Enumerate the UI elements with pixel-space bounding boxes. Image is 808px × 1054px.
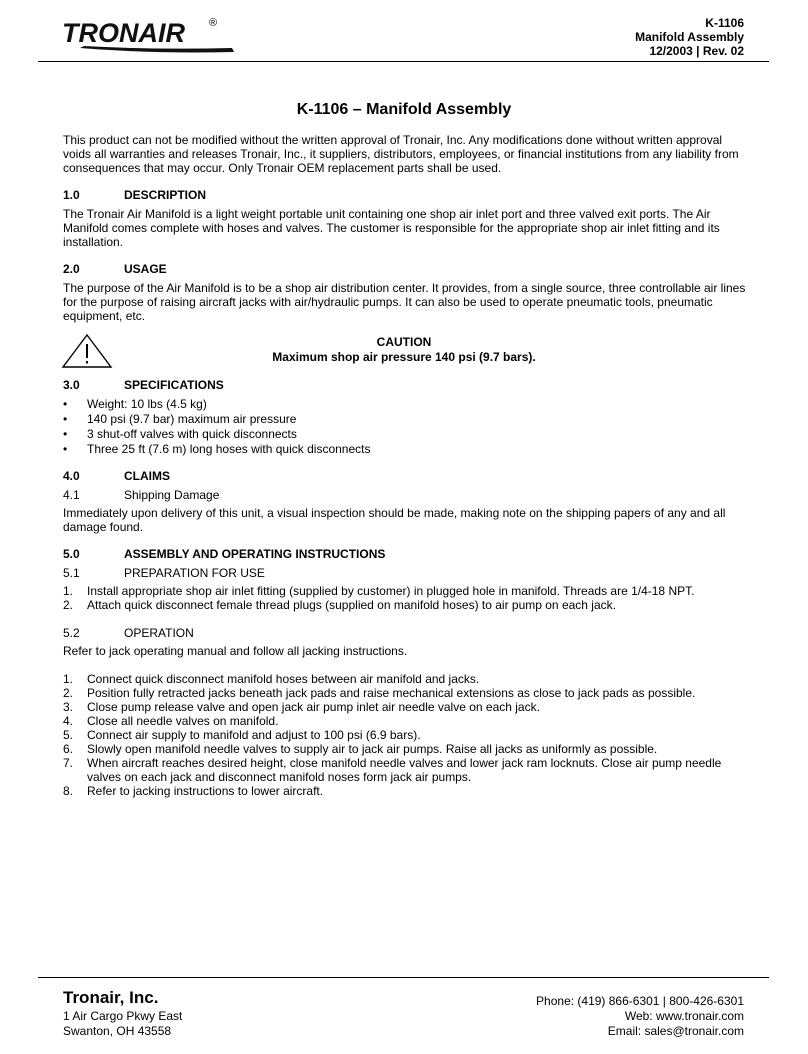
section-title: ASSEMBLY AND OPERATING INSTRUCTIONS	[124, 547, 386, 561]
list-item: 1. Connect quick disconnect manifold hoses between air manifold and jacks.	[63, 672, 480, 686]
section-title: SPECIFICATIONS	[124, 378, 224, 392]
list-item: • 140 psi (9.7 bar) maximum air pressure	[63, 412, 297, 426]
section-number: 5.0	[63, 547, 80, 561]
list-item: 5. Connect air supply to manifold and adjust to 100 psi (6.9 bars).	[63, 728, 421, 742]
bullet-icon: •	[63, 427, 68, 441]
section-number: 1.0	[63, 188, 80, 202]
preparation-steps	[63, 584, 747, 612]
intro-paragraph: This product can not be modified without the written approval of Tronair, Inc. Any modifications done without written approval voids all warranties and releases Tronair, Inc., it suppliers, distributors, employees, or financial institutions from any liability from consequences that may occur. Only Tronair OEM replacement parts shall be used.	[63, 133, 739, 175]
footer-web-link[interactable]: Web: www.tronair.com	[624, 1009, 744, 1023]
list-item: 1. Install appropriate shop air inlet fitting (supplied by customer) in plugged hole in manifold. Threads are 1/4-18 NPT.	[63, 584, 695, 598]
caution-title: CAUTION	[376, 335, 432, 349]
section-usage-heading	[63, 262, 167, 276]
section-title: USAGE	[124, 262, 167, 276]
list-item: • Weight: 10 lbs (4.5 kg)	[63, 397, 207, 411]
footer-address-line1: 1 Air Cargo Pkwy East	[63, 1009, 183, 1023]
doc-revision: 12/2003 | Rev. 02	[649, 44, 744, 58]
specifications-list	[63, 397, 747, 457]
list-item: • Three 25 ft (7.6 m) long hoses with quick disconnects	[63, 442, 371, 456]
footer-phone: Phone: (419) 866-6301 | 800-426-6301	[536, 994, 744, 1008]
section-assembly-heading	[63, 547, 385, 561]
list-item: 2. Position fully retracted jacks beneath jack pads and raise mechanical extensions as close to jack pads as possible.	[63, 686, 696, 700]
logo-wordmark: TRONAIR	[62, 18, 185, 48]
caution-block	[0, 335, 808, 365]
footer-rule	[38, 977, 769, 978]
operation-subheading: 5.2 OPERATION	[63, 626, 194, 640]
list-item: 2. Attach quick disconnect female thread plugs (supplied on manifold hoses) to air pump on each jack.	[63, 598, 616, 612]
section-number: 4.0	[63, 469, 80, 483]
operation-steps	[63, 672, 747, 798]
list-item: 7. When aircraft reaches desired height, close manifold needle valves and lower jack ram locknuts. Close air pump needle valves on each jack and disconnect manifold noses form jack air pumps.	[63, 756, 722, 784]
description-paragraph: The Tronair Air Manifold is a light weight portable unit containing one shop air inlet port and three valved exit ports. The Air Manifold comes complete with hoses and valves. The customer is responsible for the appropriate shop air inlet fitting and its installation.	[63, 207, 720, 249]
bullet-icon: •	[63, 397, 68, 411]
list-item: 3. Close pump release valve and open jack air pump inlet air needle valve on each jack.	[63, 700, 540, 714]
header-rule	[38, 61, 769, 62]
section-specifications-heading	[63, 378, 224, 392]
claims-subheading: 4.1 Shipping Damage	[63, 488, 220, 502]
doc-title: Manifold Assembly	[635, 30, 744, 44]
section-claims-heading	[63, 469, 170, 483]
section-number: 3.0	[63, 378, 80, 392]
caution-text: Maximum shop air pressure 140 psi (9.7 bars).	[272, 350, 536, 364]
list-item: 8. Refer to jacking instructions to lower aircraft.	[63, 784, 324, 798]
bullet-icon: •	[63, 412, 68, 426]
list-item: • 3 shut-off valves with quick disconnects	[63, 427, 297, 441]
footer-address-line2: Swanton, OH 43558	[63, 1024, 172, 1038]
section-description-heading	[63, 188, 206, 202]
footer-email-link[interactable]: Email: sales@tronair.com	[607, 1024, 744, 1038]
bullet-icon: •	[63, 442, 68, 456]
operation-intro: Refer to jack operating manual and follow all jacking instructions.	[63, 644, 408, 658]
section-number: 2.0	[63, 262, 80, 276]
document-header-info	[635, 16, 744, 58]
section-title: DESCRIPTION	[124, 188, 207, 202]
logo-registered-mark: ®	[209, 17, 218, 29]
footer-company-name: Tronair, Inc.	[63, 988, 159, 1007]
list-item: 4. Close all needle valves on manifold.	[63, 714, 279, 728]
section-title: CLAIMS	[124, 469, 170, 483]
page-title: K-1106 – Manifold Assembly	[296, 101, 512, 118]
usage-paragraph: The purpose of the Air Manifold is to be a shop air distribution center. It provides, from a single source, three controllable air lines for the purpose of raising aircraft jacks with air/hydraulic pumps. It can also be used to operate pneumatic tools, pneumatic equipment, etc.	[63, 281, 746, 323]
claims-paragraph: Immediately upon delivery of this unit, a visual inspection should be made, making note on the shipping papers of any and all damage found.	[63, 506, 726, 534]
tronair-logo	[62, 14, 242, 56]
preparation-subheading: 5.1 PREPARATION FOR USE	[63, 566, 265, 580]
doc-number: K-1106	[705, 16, 744, 30]
list-item: 6. Slowly open manifold needle valves to supply air to jack air pumps. Raise all jacks as uniformly as possible.	[63, 742, 658, 756]
